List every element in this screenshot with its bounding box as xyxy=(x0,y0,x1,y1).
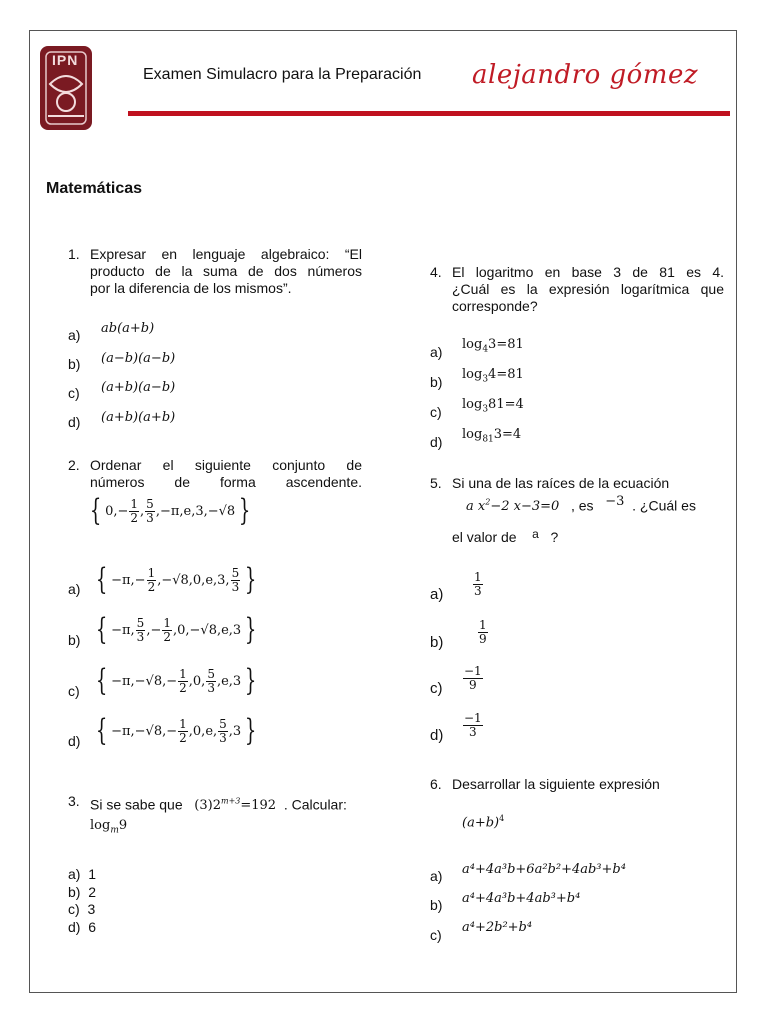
option-expression: $\log_43=81$ xyxy=(462,337,524,355)
ipn-logo xyxy=(36,40,96,136)
equation-line: a $x^2-2$ x−3=0 , es −3 . ¿Cuál es xyxy=(466,494,696,515)
question-number: 4. xyxy=(430,264,442,280)
question-text: Si se sabe que $(3)2^{m+3}=192$ . Calcular: xyxy=(90,796,347,814)
option-expression: (a−b)(a−b) xyxy=(101,351,176,366)
option-expression: $\log_381=4$ xyxy=(462,397,524,415)
question-line: por la diferencia de los mismos”. xyxy=(90,280,292,296)
question-number: 3. xyxy=(68,793,80,809)
option-label: b) xyxy=(68,632,81,648)
option-label: a) xyxy=(430,868,443,884)
option-expression: a⁴+4a³b+4ab³+b⁴ xyxy=(462,891,581,906)
option-fraction: $\frac{-1}{9}$ xyxy=(464,664,482,692)
option-label: c) xyxy=(68,385,80,401)
header-title: Examen Simulacro para la Preparación xyxy=(143,66,422,83)
option-label: d) xyxy=(430,727,444,744)
option-row: a) 1 xyxy=(68,866,97,882)
option-expression: $\log_34=81$ xyxy=(462,367,524,385)
question-line: corresponde? xyxy=(452,298,538,314)
question-text: Si una de las raíces de la ecuación xyxy=(452,475,670,491)
option-label: b) xyxy=(430,897,443,913)
option-label: d) xyxy=(68,733,81,749)
option-label: c) xyxy=(430,680,443,697)
option-label: c) xyxy=(430,404,442,420)
question-number: 1. xyxy=(68,246,80,262)
option-set: { −π,− $\frac{1}{2}$ ,−√8,0,e,3, $\frac{5}{3}$ } xyxy=(95,562,257,597)
option-label: a) xyxy=(430,586,444,603)
question-line: números de forma ascendente. xyxy=(90,474,362,490)
set-body: 0,− $\frac{1}{2}$ , $\frac{5}{3}$ ,−π,e,3,−√8 xyxy=(105,496,236,525)
options-list xyxy=(68,866,96,936)
option-set: { −π,−√8,− $\frac{1}{2}$ ,0, $\frac{5}{3}$ ,e,3 } xyxy=(95,663,257,698)
option-expression: a⁴+4a³b+6a²b²+4ab³+b⁴ xyxy=(462,862,626,877)
question-line: El logaritmo en base 3 de 81 es 4. xyxy=(452,264,724,280)
logo-text: IPN xyxy=(52,52,79,68)
option-label: a) xyxy=(430,344,443,360)
section-title: Matemáticas xyxy=(46,180,143,197)
question-line: producto de la suma de dos números xyxy=(90,263,362,279)
question-line: Expresar en lenguaje algebraico: “El xyxy=(90,246,362,262)
option-row: d) 6 xyxy=(68,918,97,935)
question-text xyxy=(90,457,362,491)
author-signature: alejandro gómez xyxy=(472,60,699,90)
option-row: c) 3 xyxy=(68,901,96,917)
option-expression: a⁴+2b²+b⁴ xyxy=(462,920,533,935)
option-label: b) xyxy=(68,356,81,372)
question-number: 5. xyxy=(430,475,442,491)
number-set xyxy=(86,493,254,528)
brace-close: } xyxy=(239,493,251,528)
question-text xyxy=(90,246,362,297)
question-line: Ordenar el siguiente conjunto de xyxy=(90,457,362,473)
option-set: { −π, $\frac{5}{3}$ ,− $\frac{1}{2}$ ,0,−√8,e,3 } xyxy=(95,612,257,647)
option-expression: ab(a+b) xyxy=(101,321,155,336)
option-fraction: $\frac{1}{3}$ xyxy=(474,570,482,598)
question-line: el valor de a ? xyxy=(452,527,559,545)
option-label: a) xyxy=(68,581,81,597)
header-rule xyxy=(128,111,730,116)
option-label: b) xyxy=(430,634,444,651)
question-number: 2. xyxy=(68,457,80,473)
question-line: ¿Cuál es la expresión logarítmica que xyxy=(452,281,724,297)
option-label: d) xyxy=(430,434,443,450)
option-label: d) xyxy=(68,414,81,430)
question-text xyxy=(452,264,724,315)
brace-open: { xyxy=(89,493,102,528)
question-number: 6. xyxy=(430,776,442,792)
option-expression: $\log_{81}3=4$ xyxy=(462,427,522,445)
option-expression: (a+b)(a+b) xyxy=(101,410,176,425)
log-expression: $\log_m9$ xyxy=(90,818,128,836)
option-row: b) 2 xyxy=(68,883,97,900)
option-label: c) xyxy=(430,927,442,943)
option-fraction: $\frac{1}{9}$ xyxy=(479,618,487,646)
option-set: { −π,−√8,− $\frac{1}{2}$ ,0,e, $\frac{5}{3}$ ,3 } xyxy=(95,713,257,748)
option-label: b) xyxy=(430,374,443,390)
option-label: a) xyxy=(68,327,81,343)
expression-to-expand: $(a+b)^4$ xyxy=(462,814,505,831)
question-text: Desarrollar la siguiente expresión xyxy=(452,776,660,792)
option-label: c) xyxy=(68,683,80,699)
option-fraction: $\frac{-1}{3}$ xyxy=(464,711,482,739)
option-expression: (a+b)(a−b) xyxy=(101,380,176,395)
